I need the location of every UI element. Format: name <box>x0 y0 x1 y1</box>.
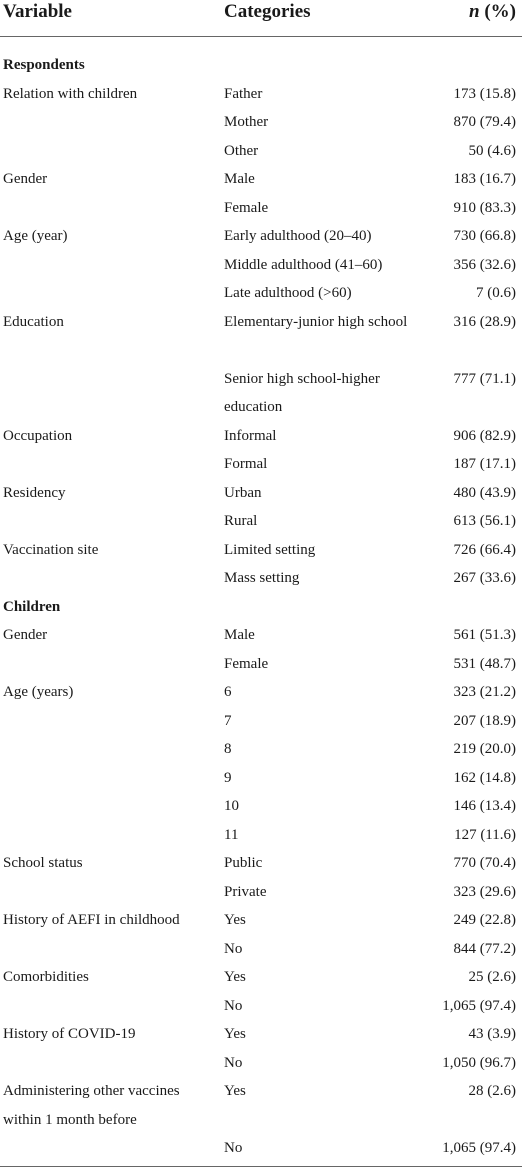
category-cell: Middle adulthood (41–60) <box>224 256 383 273</box>
value-cell: 267 (33.6) <box>453 570 516 586</box>
category-cell: Senior high school-higher education <box>224 370 380 415</box>
table-row <box>0 621 522 650</box>
table-row <box>0 963 522 992</box>
category-cell: No <box>224 940 243 957</box>
variable-cell: History of AEFI in childhood <box>3 912 180 928</box>
value-cell: 870 (79.4) <box>453 114 516 130</box>
value-cell: 183 (16.7) <box>453 171 516 187</box>
value-cell: 162 (14.8) <box>453 769 516 786</box>
table-row <box>0 1077 522 1134</box>
value-cell: 844 (77.2) <box>453 940 516 957</box>
value-cell: 173 (15.8) <box>453 85 516 102</box>
value-cell: 219 (20.0) <box>453 741 516 757</box>
value-cell: 127 (11.6) <box>454 826 516 843</box>
value-cell: 356 (32.6) <box>453 256 516 273</box>
table-row <box>0 792 522 821</box>
table-row <box>0 878 522 907</box>
table-body <box>0 37 522 1163</box>
value-cell: 25 (2.6) <box>468 969 516 985</box>
variable-cell: Vaccination site <box>3 541 99 558</box>
variable-cell: Comorbidities <box>3 969 89 985</box>
table-row <box>0 251 522 280</box>
category-cell: 7 <box>224 712 232 729</box>
value-cell: 187 (17.1) <box>453 456 516 472</box>
section-label: Children <box>3 598 61 615</box>
value-cell: 249 (22.8) <box>453 912 516 928</box>
section-row <box>0 593 522 622</box>
value-cell: 770 (70.4) <box>453 855 516 871</box>
category-cell: No <box>224 1140 243 1156</box>
category-cell: No <box>224 997 243 1014</box>
value-cell: 480 (43.9) <box>453 484 516 501</box>
category-cell: 6 <box>224 684 232 700</box>
category-cell: Mother <box>224 114 269 130</box>
table-row <box>0 1134 522 1163</box>
table-row <box>0 222 522 251</box>
header-percent: (%) <box>479 1 516 22</box>
value-cell: 726 (66.4) <box>453 541 516 558</box>
variable-cell: Age (year) <box>3 228 68 244</box>
bottom-rule <box>0 1166 522 1167</box>
value-cell: 7 (0.6) <box>476 285 516 301</box>
table-row <box>0 735 522 764</box>
table-row <box>0 479 522 508</box>
variable-cell: Administering other vaccines within 1 month before <box>3 1083 180 1128</box>
category-cell: Late adulthood (>60) <box>224 285 352 301</box>
variable-cell: Relation with children <box>3 85 138 102</box>
variable-cell: Gender <box>3 627 48 643</box>
category-cell: No <box>224 1054 243 1071</box>
value-cell: 730 (66.8) <box>453 228 516 244</box>
value-cell: 910 (83.3) <box>453 199 516 216</box>
table-row <box>0 707 522 736</box>
table-row <box>0 279 522 308</box>
category-cell: Informal <box>224 427 277 444</box>
table-row <box>0 137 522 166</box>
header-categories: Categories <box>224 1 311 22</box>
table-row <box>0 678 522 707</box>
table-row <box>0 992 522 1021</box>
header-n-percent <box>469 1 516 23</box>
category-cell: 8 <box>224 741 232 757</box>
table-row <box>0 450 522 479</box>
variable-cell: Gender <box>3 171 48 187</box>
category-cell: Public <box>224 855 263 871</box>
category-cell: Father <box>224 85 263 102</box>
table-row <box>0 365 522 422</box>
value-cell: 561 (51.3) <box>453 627 516 643</box>
table-row <box>0 564 522 593</box>
category-cell: Limited setting <box>224 541 316 558</box>
value-cell: 1,050 (96.7) <box>442 1054 516 1071</box>
variable-cell: Age (years) <box>3 684 74 700</box>
table-row <box>0 507 522 536</box>
category-cell: Yes <box>224 1083 246 1099</box>
table-row <box>0 308 522 365</box>
category-cell: Yes <box>224 912 246 928</box>
category-cell: Early adulthood (20–40) <box>224 228 372 244</box>
value-cell: 323 (21.2) <box>453 684 516 700</box>
table-row <box>0 821 522 850</box>
category-cell: Yes <box>224 969 246 985</box>
section-row <box>0 51 522 80</box>
value-cell: 146 (13.4) <box>453 798 516 814</box>
header-n: n <box>469 1 480 22</box>
value-cell: 28 (2.6) <box>468 1083 516 1099</box>
category-cell: Private <box>224 883 267 900</box>
variable-cell: Education <box>3 313 64 330</box>
value-cell: 207 (18.9) <box>453 712 516 729</box>
table-row <box>0 108 522 137</box>
table-row <box>0 422 522 451</box>
section-label: Respondents <box>3 57 85 73</box>
category-cell: Male <box>224 627 255 643</box>
category-cell: Urban <box>224 484 262 501</box>
table-row <box>0 764 522 793</box>
category-cell: 9 <box>224 769 232 786</box>
category-cell: Yes <box>224 1026 246 1042</box>
variable-cell: Occupation <box>3 427 73 444</box>
table-row <box>0 165 522 194</box>
category-cell: Female <box>224 655 269 672</box>
variable-cell: History of COVID-19 <box>3 1026 136 1042</box>
value-cell: 50 (4.6) <box>468 142 516 159</box>
table-row <box>0 1020 522 1049</box>
header-variable: Variable <box>3 1 72 22</box>
table-header <box>0 0 522 37</box>
variable-cell: School status <box>3 855 83 871</box>
table-row <box>0 849 522 878</box>
table-row <box>0 935 522 964</box>
category-cell: Male <box>224 171 255 187</box>
table-row <box>0 1049 522 1078</box>
value-cell: 323 (29.6) <box>453 883 516 900</box>
value-cell: 531 (48.7) <box>453 655 516 672</box>
value-cell: 777 (71.1) <box>453 370 516 387</box>
value-cell: 316 (28.9) <box>453 313 516 330</box>
table-row <box>0 906 522 935</box>
table-row <box>0 194 522 223</box>
variable-cell: Residency <box>3 484 66 501</box>
table-row <box>0 80 522 109</box>
category-cell: 11 <box>224 826 239 843</box>
category-cell: Female <box>224 199 269 216</box>
value-cell: 1,065 (97.4) <box>442 1140 516 1156</box>
category-cell: Elementary-junior high school <box>224 313 408 330</box>
category-cell: Other <box>224 142 259 159</box>
value-cell: 1,065 (97.4) <box>442 997 516 1014</box>
value-cell: 43 (3.9) <box>468 1026 516 1042</box>
value-cell: 906 (82.9) <box>453 427 516 444</box>
category-cell: 10 <box>224 798 239 814</box>
category-cell: Mass setting <box>224 570 300 586</box>
value-cell: 613 (56.1) <box>453 513 516 529</box>
category-cell: Formal <box>224 456 268 472</box>
category-cell: Rural <box>224 513 258 529</box>
table-row <box>0 536 522 565</box>
table-row <box>0 650 522 679</box>
